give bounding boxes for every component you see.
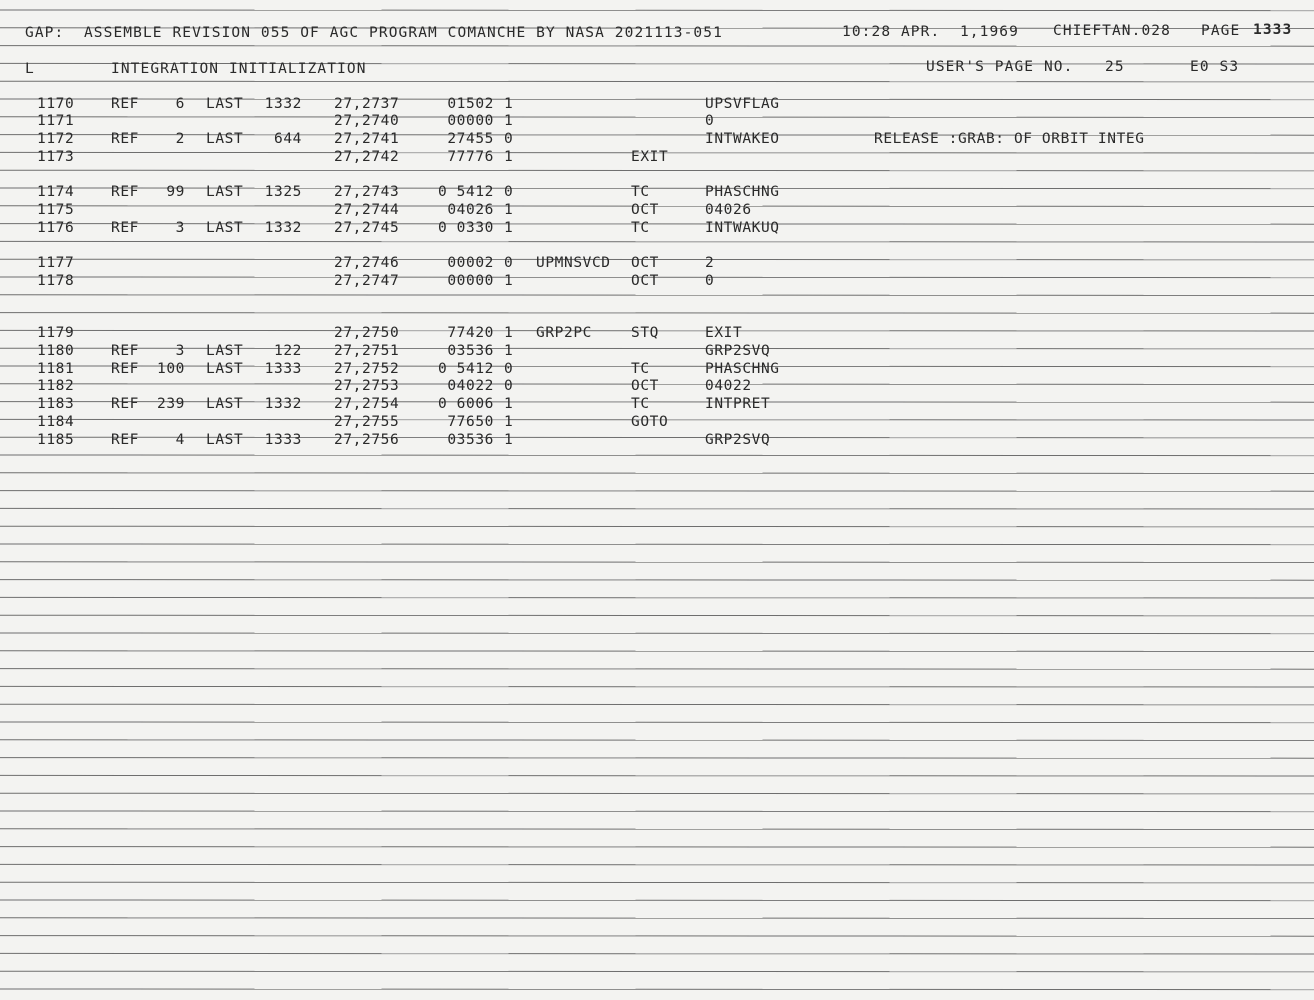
cell-ref: REF xyxy=(111,396,139,412)
cell-address: 27,2753 xyxy=(334,378,400,394)
ruled-line xyxy=(0,989,1314,990)
cell-parity: 1 xyxy=(504,96,514,112)
page-code: E0 S3 xyxy=(1190,59,1240,75)
cell-line: 1182 xyxy=(37,378,75,394)
ruled-line xyxy=(0,758,1314,759)
cell-parity: 1 xyxy=(504,414,514,430)
ruled-line xyxy=(0,170,1314,171)
header-job-name: CHIEFTAN.028 xyxy=(1053,23,1171,39)
cell-word: 00002 xyxy=(447,255,494,271)
cell-last-page: 644 xyxy=(274,131,302,147)
ruled-line xyxy=(0,722,1314,723)
ruled-line xyxy=(0,402,1314,403)
cell-word: 00000 xyxy=(447,273,494,289)
cell-line: 1172 xyxy=(37,131,75,147)
ruled-line xyxy=(0,580,1314,581)
ruled-line xyxy=(0,508,1314,509)
cell-label: GRP2PC xyxy=(536,325,592,341)
cell-operand: 04026 xyxy=(705,202,752,218)
cell-address: 27,2756 xyxy=(334,432,400,448)
ruled-line xyxy=(0,188,1314,189)
cell-word: 03536 xyxy=(447,432,494,448)
cell-last-page: 1333 xyxy=(264,361,302,377)
cell-ref-num: 4 xyxy=(175,432,185,448)
cell-address: 27,2737 xyxy=(334,96,400,112)
ruled-line xyxy=(0,633,1314,634)
ruled-line xyxy=(0,775,1314,776)
cell-line: 1185 xyxy=(37,432,75,448)
section-title: INTEGRATION INITIALIZATION xyxy=(111,61,367,77)
cell-operand: INTWAKUQ xyxy=(705,220,780,236)
cell-address: 27,2740 xyxy=(334,113,400,129)
header-page-number: 1333 xyxy=(1253,22,1293,38)
ruled-line xyxy=(0,455,1314,456)
cell-last: LAST xyxy=(206,131,244,147)
ruled-line xyxy=(0,473,1314,474)
cell-parity: 1 xyxy=(504,396,514,412)
cell-ref-num: 3 xyxy=(175,220,185,236)
cell-last: LAST xyxy=(206,343,244,359)
ruled-line xyxy=(0,829,1314,830)
cell-word: 03536 xyxy=(447,343,494,359)
cell-operand: 04022 xyxy=(705,378,752,394)
cell-ref: REF xyxy=(111,131,139,147)
ruled-line xyxy=(0,971,1314,972)
cell-opcode: EXIT xyxy=(631,149,669,165)
cell-line: 1179 xyxy=(37,325,75,341)
cell-parity: 0 xyxy=(504,255,514,271)
cell-last-page: 122 xyxy=(274,343,302,359)
cell-opcode: OCT xyxy=(631,378,659,394)
ruled-line xyxy=(0,241,1314,242)
user-page-label: USER'S PAGE NO. xyxy=(926,59,1074,75)
ruled-line xyxy=(0,936,1314,937)
cell-parity: 0 xyxy=(504,184,514,200)
cell-word: 0 5412 xyxy=(438,184,494,200)
ruled-line xyxy=(0,864,1314,865)
cell-line: 1184 xyxy=(37,414,75,430)
ruled-line xyxy=(0,669,1314,670)
cell-last: LAST xyxy=(206,361,244,377)
cell-comment: RELEASE :GRAB: OF ORBIT INTEG xyxy=(874,131,1145,147)
ruled-line xyxy=(0,562,1314,563)
cell-parity: 0 xyxy=(504,131,514,147)
cell-operand: 0 xyxy=(705,273,715,289)
ruled-line xyxy=(0,847,1314,848)
cell-last: LAST xyxy=(206,220,244,236)
ruled-line xyxy=(0,793,1314,794)
cell-parity: 1 xyxy=(504,432,514,448)
cell-line: 1181 xyxy=(37,361,75,377)
cell-ref-num: 100 xyxy=(157,361,185,377)
cell-last-page: 1332 xyxy=(264,396,302,412)
cell-last-page: 1325 xyxy=(264,184,302,200)
cell-line: 1175 xyxy=(37,202,75,218)
ruled-line xyxy=(0,491,1314,492)
cell-opcode: STQ xyxy=(631,325,659,341)
cell-operand: INTWAKEO xyxy=(705,131,780,147)
cell-ref: REF xyxy=(111,343,139,359)
ruled-line xyxy=(0,882,1314,883)
cell-operand: GRP2SVQ xyxy=(705,343,771,359)
cell-line: 1174 xyxy=(37,184,75,200)
cell-address: 27,2744 xyxy=(334,202,400,218)
cell-ref: REF xyxy=(111,432,139,448)
cell-opcode: TC xyxy=(631,396,650,412)
cell-line: 1176 xyxy=(37,220,75,236)
cell-last: LAST xyxy=(206,432,244,448)
cell-address: 27,2752 xyxy=(334,361,400,377)
cell-operand: PHASCHNG xyxy=(705,361,780,377)
header-page-label: PAGE xyxy=(1201,23,1241,39)
ruled-line xyxy=(0,81,1314,82)
cell-last-page: 1332 xyxy=(264,220,302,236)
cell-ref-num: 2 xyxy=(175,131,185,147)
cell-parity: 1 xyxy=(504,343,514,359)
cell-parity: 1 xyxy=(504,113,514,129)
header-title: GAP: ASSEMBLE REVISION 055 OF AGC PROGRAM COMANCHE BY NASA 2021113-051 xyxy=(25,25,723,41)
ruled-line xyxy=(0,46,1314,47)
cell-parity: 1 xyxy=(504,202,514,218)
log-letter: L xyxy=(25,61,35,77)
cell-word: 77776 xyxy=(447,149,494,165)
cell-word: 77420 xyxy=(447,325,494,341)
cell-line: 1171 xyxy=(37,113,75,129)
cell-ref-num: 6 xyxy=(175,96,185,112)
ruled-line xyxy=(0,953,1314,954)
cell-last: LAST xyxy=(206,96,244,112)
cell-opcode: TC xyxy=(631,220,650,236)
cell-ref-num: 99 xyxy=(166,184,185,200)
cell-opcode: TC xyxy=(631,361,650,377)
cell-operand: INTPRET xyxy=(705,396,771,412)
cell-operand: GRP2SVQ xyxy=(705,432,771,448)
cell-ref: REF xyxy=(111,220,139,236)
ruled-line xyxy=(0,348,1314,349)
cell-parity: 1 xyxy=(504,149,514,165)
cell-ref: REF xyxy=(111,96,139,112)
ruled-line xyxy=(0,313,1314,314)
ruled-line xyxy=(0,366,1314,367)
ruled-line xyxy=(0,99,1314,100)
cell-operand: 2 xyxy=(705,255,715,271)
ruled-line xyxy=(0,224,1314,225)
cell-address: 27,2750 xyxy=(334,325,400,341)
cell-operand: 0 xyxy=(705,113,715,129)
cell-parity: 1 xyxy=(504,220,514,236)
cell-word: 0 6006 xyxy=(438,396,494,412)
cell-line: 1173 xyxy=(37,149,75,165)
cell-address: 27,2746 xyxy=(334,255,400,271)
cell-word: 77650 xyxy=(447,414,494,430)
cell-parity: 0 xyxy=(504,361,514,377)
cell-ref-num: 239 xyxy=(157,396,185,412)
ruled-line xyxy=(0,918,1314,919)
ruled-line xyxy=(0,686,1314,687)
ruled-line xyxy=(0,811,1314,812)
cell-address: 27,2742 xyxy=(334,149,400,165)
cell-operand: UPSVFLAG xyxy=(705,96,780,112)
ruled-line xyxy=(0,526,1314,527)
cell-word: 04026 xyxy=(447,202,494,218)
cell-parity: 1 xyxy=(504,273,514,289)
cell-address: 27,2755 xyxy=(334,414,400,430)
cell-word: 0 5412 xyxy=(438,361,494,377)
cell-last-page: 1332 xyxy=(264,96,302,112)
cell-label: UPMNSVCD xyxy=(536,255,611,271)
cell-line: 1180 xyxy=(37,343,75,359)
ruled-line xyxy=(0,615,1314,616)
cell-last: LAST xyxy=(206,184,244,200)
ruled-line xyxy=(0,651,1314,652)
ruled-line xyxy=(0,10,1314,11)
cell-address: 27,2754 xyxy=(334,396,400,412)
ruled-line xyxy=(0,704,1314,705)
cell-line: 1170 xyxy=(37,96,75,112)
ruled-line xyxy=(0,900,1314,901)
cell-word: 0 0330 xyxy=(438,220,494,236)
cell-address: 27,2743 xyxy=(334,184,400,200)
cell-address: 27,2747 xyxy=(334,273,400,289)
cell-parity: 0 xyxy=(504,378,514,394)
cell-line: 1178 xyxy=(37,273,75,289)
ruled-line xyxy=(0,544,1314,545)
cell-ref: REF xyxy=(111,361,139,377)
cell-address: 27,2745 xyxy=(334,220,400,236)
cell-opcode: TC xyxy=(631,184,650,200)
cell-last-page: 1333 xyxy=(264,432,302,448)
cell-line: 1183 xyxy=(37,396,75,412)
cell-word: 00000 xyxy=(447,113,494,129)
cell-operand: EXIT xyxy=(705,325,743,341)
ruled-line xyxy=(0,295,1314,296)
cell-opcode: OCT xyxy=(631,273,659,289)
cell-opcode: OCT xyxy=(631,202,659,218)
ruled-line xyxy=(0,740,1314,741)
cell-word: 27455 xyxy=(447,131,494,147)
cell-ref-num: 3 xyxy=(175,343,185,359)
header-timestamp: 10:28 APR. 1,1969 xyxy=(842,24,1019,40)
cell-word: 04022 xyxy=(447,378,494,394)
ruled-line xyxy=(0,117,1314,118)
cell-operand: PHASCHNG xyxy=(705,184,780,200)
cell-ref: REF xyxy=(111,184,139,200)
cell-line: 1177 xyxy=(37,255,75,271)
cell-opcode: OCT xyxy=(631,255,659,271)
ruled-line xyxy=(0,437,1314,438)
cell-address: 27,2741 xyxy=(334,131,400,147)
cell-address: 27,2751 xyxy=(334,343,400,359)
cell-word: 01502 xyxy=(447,96,494,112)
ruled-line xyxy=(0,597,1314,598)
cell-opcode: GOTO xyxy=(631,414,669,430)
cell-parity: 1 xyxy=(504,325,514,341)
cell-last: LAST xyxy=(206,396,244,412)
user-page-number: 25 xyxy=(1105,59,1125,75)
